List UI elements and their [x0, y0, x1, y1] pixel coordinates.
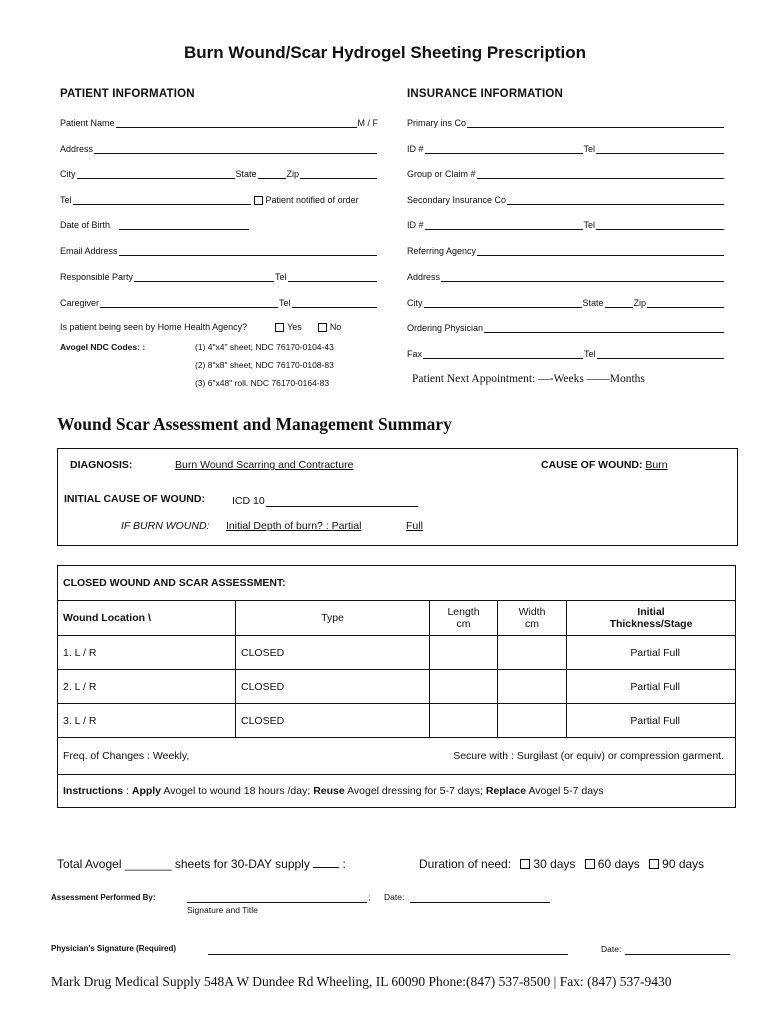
cause-label: CAUSE OF WOUND: [541, 459, 643, 471]
burn-depth-full[interactable]: Full [406, 520, 423, 532]
signature-title-label: Signature and Title [187, 905, 258, 915]
yes-label: Yes [287, 322, 302, 332]
duration-60-label: 60 days [597, 857, 640, 871]
cause-value: Burn [645, 459, 668, 471]
duration-30-checkbox[interactable] [520, 859, 530, 869]
responsible-tel-label: Tel [275, 272, 287, 282]
ins-city-field[interactable] [407, 297, 725, 308]
replace-text: Avogel 5-7 days [528, 785, 604, 797]
fax-label: Fax [407, 349, 423, 359]
ins-address-field[interactable] [407, 271, 725, 282]
col-thickness [567, 601, 736, 636]
table-row [58, 704, 736, 738]
email-label: Email Address [60, 246, 118, 256]
email-field[interactable] [60, 245, 378, 256]
table-row [58, 670, 736, 704]
caregiver-tel-label: Tel [279, 298, 291, 308]
secondary-ins-label: Secondary Insurance Co [407, 195, 507, 205]
caregiver-field[interactable] [60, 297, 378, 308]
patient-info-heading: PATIENT INFORMATION [60, 88, 195, 100]
state-label: State [235, 169, 257, 179]
width-cell[interactable] [498, 670, 567, 704]
dob-label: Date of Birth [60, 220, 111, 230]
stage-cell[interactable]: Partial Full [567, 636, 736, 670]
ordering-physician-field[interactable] [407, 322, 725, 333]
zip-label: Zip [286, 169, 300, 179]
col-length [430, 601, 498, 636]
width-cell[interactable] [498, 704, 567, 738]
home-health-question [60, 322, 378, 332]
responsible-party-field[interactable] [60, 271, 378, 282]
col-width [498, 601, 567, 636]
page-title: Burn Wound/Scar Hydrogel Sheeting Prescription [183, 43, 587, 62]
responsible-label: Responsible Party [60, 272, 134, 282]
closed-wound-table [57, 565, 736, 808]
instructions-label: Instructions [63, 785, 124, 797]
ndc-line-1: (1) 4"x4" sheet; NDC 76170-0104-43 [195, 342, 334, 352]
if-burn-label: IF BURN WOUND: [121, 520, 210, 532]
wound-type-cell: CLOSED [236, 704, 430, 738]
id-label: ID # [407, 144, 424, 154]
fax-tel-label: Tel [584, 349, 596, 359]
physician-date-line[interactable] [625, 954, 730, 955]
replace-label: Replace [485, 785, 527, 797]
wound-type-cell: CLOSED [236, 636, 430, 670]
id2-field[interactable] [407, 219, 725, 230]
notified-label: Patient notified of order [265, 195, 359, 205]
patient-tel-field[interactable] [60, 194, 378, 205]
wound-location-cell[interactable]: 3. L / R [58, 704, 236, 738]
duration-of-need [419, 857, 704, 871]
duration-90-label: 90 days [662, 857, 705, 871]
assessment-heading: Wound Scar Assessment and Management Summary [57, 414, 452, 434]
freq-cell [58, 738, 736, 775]
fax-field[interactable] [407, 348, 725, 359]
id2-label: ID # [407, 220, 424, 230]
length-cell[interactable] [430, 670, 498, 704]
ndc-line-2: (2) 8"x8" sheet; NDC 76170-0108-83 [195, 360, 334, 370]
stage-cell[interactable]: Partial Full [567, 704, 736, 738]
ndc-label: Avogel NDC Codes: : [60, 342, 146, 352]
freq-text: Freq. of Changes : Weekly, [63, 750, 190, 762]
city-label: City [60, 169, 76, 179]
diagnosis-value: Burn Wound Scarring and Contracture [175, 459, 354, 471]
next-appointment: Patient Next Appointment: —-Weeks ——Months [412, 373, 645, 385]
duration-label: Duration of need: [419, 857, 512, 871]
ordering-label: Ordering Physician [407, 323, 484, 333]
stage-cell[interactable]: Partial Full [567, 670, 736, 704]
primary-ins-field[interactable] [407, 117, 725, 128]
performed-date-line[interactable] [410, 902, 550, 903]
col-length-label: Length [447, 606, 480, 618]
reuse-label: Reuse [313, 785, 345, 797]
footer-contact: Mark Drug Medical Supply 548A W Dundee Rd Wheeling, IL 60090 Phone:(847) 537-8500 | Fax: (847) 537-9430 [51, 974, 672, 989]
col-thickness-label: Initial [637, 606, 665, 618]
patient-name-field[interactable] [60, 117, 378, 128]
col-width-label: Width [518, 606, 546, 618]
insurance-info-heading: INSURANCE INFORMATION [407, 88, 564, 100]
length-cell[interactable] [430, 704, 498, 738]
burn-depth-partial[interactable]: Initial Depth of burn? : Partial [226, 520, 362, 532]
ins-address-label: Address [407, 272, 441, 282]
performed-by-label: Assessment Performed By: [51, 893, 156, 902]
patient-address-field[interactable] [60, 143, 378, 154]
length-cell[interactable] [430, 636, 498, 670]
ndc-line-3: (3) 6"x48" roll. NDC 76170-0164-83 [195, 378, 330, 388]
physician-signature-line[interactable] [208, 954, 568, 955]
ins-tel-label: Tel [583, 144, 596, 154]
duration-30-label: 30 days [533, 857, 576, 871]
secondary-ins-field[interactable] [407, 194, 725, 205]
col-length-unit: cm [456, 618, 471, 630]
col-thickness-label2: Thickness/Stage [609, 618, 693, 630]
referring-agency-field[interactable] [407, 245, 725, 256]
cause-of-wound [541, 459, 668, 471]
no-label: No [329, 322, 342, 332]
ins-state-label: State [582, 298, 604, 308]
col-width-unit: cm [525, 618, 539, 630]
performed-date-label: Date: [384, 892, 405, 902]
icd-field[interactable] [232, 494, 419, 507]
primary-ins-label: Primary ins Co [407, 118, 467, 128]
performed-by-line[interactable] [187, 902, 367, 903]
yes-checkbox[interactable] [275, 323, 284, 332]
physician-signature-label: Physician's Signature (Required) [51, 944, 177, 953]
icd-label: ICD 10 [232, 495, 265, 507]
address-label: Address [60, 144, 94, 154]
total-supply[interactable]: Total Avogel _______ sheets for 30-DAY supply : [57, 857, 346, 871]
closed-table-heading: CLOSED WOUND AND SCAR ASSESSMENT: [58, 566, 736, 601]
patient-city-field[interactable] [60, 168, 378, 179]
reuse-text: Avogel dressing for 5-7 days; [347, 785, 483, 797]
diagnosis-label: DIAGNOSIS: [70, 459, 133, 471]
secure-text: Secure with : Surgilast (or equiv) or compression garment. [453, 750, 724, 762]
group-claim-field[interactable] [407, 168, 725, 179]
duration-90-checkbox[interactable] [649, 859, 659, 869]
wound-location-cell[interactable]: 2. L / R [58, 670, 236, 704]
instructions-row [58, 775, 736, 808]
home-health-label: Is patient being seen by Home Health Agency? [60, 322, 248, 332]
ins-tel2-label: Tel [583, 220, 596, 230]
apply-text: Avogel to wound 18 hours /day; [163, 785, 311, 797]
id-field[interactable] [407, 143, 725, 154]
col-location: Wound Location \ [58, 601, 236, 636]
duration-60-checkbox[interactable] [585, 859, 595, 869]
wound-location-cell[interactable]: 1. L / R [58, 636, 236, 670]
initial-cause-label: INITIAL CAUSE OF WOUND: [64, 493, 205, 505]
sex-label: M / F [357, 118, 378, 128]
freq-row [58, 738, 736, 775]
patient-name-label: Patient Name [60, 118, 115, 128]
apply-label: Apply [131, 785, 162, 797]
no-checkbox[interactable] [318, 323, 327, 332]
total-supply-label: Total Avogel _______ sheets for 30-DAY supply [57, 857, 310, 871]
referring-label: Referring Agency [407, 246, 477, 256]
width-cell[interactable] [498, 636, 567, 670]
group-claim-label: Group or Claim # [407, 169, 476, 179]
dob-field[interactable] [60, 219, 250, 230]
notified-checkbox[interactable] [254, 196, 263, 205]
tel-label: Tel [60, 195, 72, 205]
wound-type-cell: CLOSED [236, 670, 430, 704]
ins-city-label: City [407, 298, 423, 308]
ins-zip-label: Zip [633, 298, 647, 308]
table-row [58, 636, 736, 670]
caregiver-label: Caregiver [60, 298, 100, 308]
col-type: Type [236, 601, 430, 636]
instructions-cell: Instructions : Apply Avogel to wound 18 hours /day; Reuse Avogel dressing for 5-7 days; Replace Avogel 5-7 days [58, 775, 736, 808]
physician-date-label: Date: [601, 944, 622, 954]
